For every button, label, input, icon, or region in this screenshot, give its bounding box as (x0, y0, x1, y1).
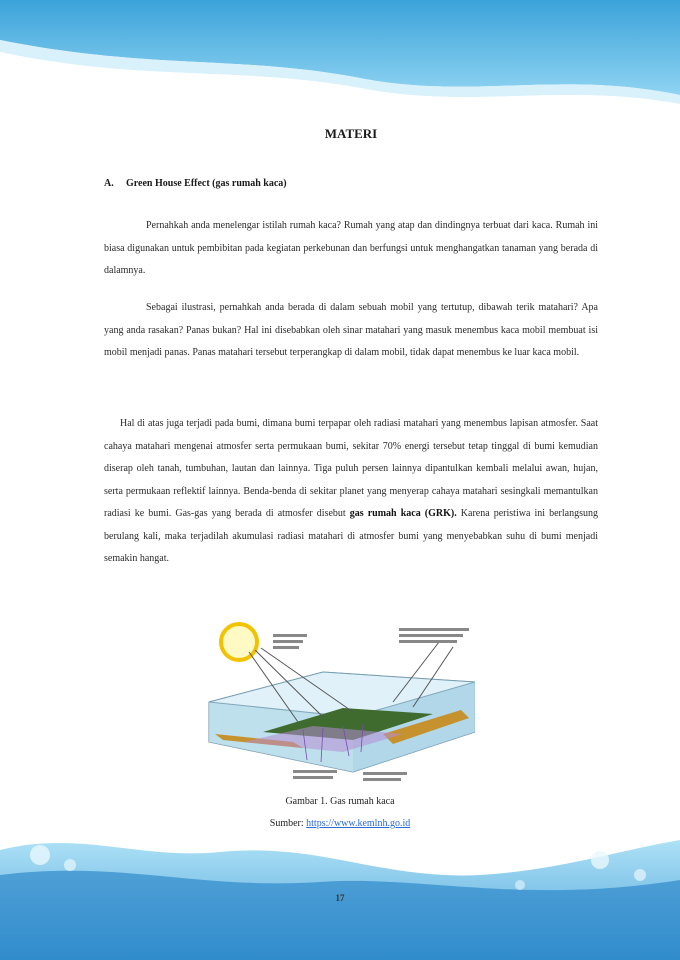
paragraph-earth-radiation (104, 413, 598, 571)
figure-source (0, 818, 680, 829)
source-label: Sumber: (269, 818, 307, 829)
top-wave-banner (0, 0, 680, 120)
paragraph-greenhouse-intro: Pernahkah anda menelengar istilah rumah kaca? Rumah yang atap dan dindingnya terbuat dari kaca. Rumah ini biasa digunakan untuk pembibitan pada kegiatan perkebunan dan berfungsi untuk menghangatkan tanaman yang berada di dalamnya. (104, 220, 598, 276)
page-number: 17 (335, 893, 345, 903)
section-heading (104, 178, 287, 189)
bold-term-grk: gas rumah kaca (GRK). (349, 508, 457, 519)
bottom-water-banner (0, 820, 680, 960)
greenhouse-illustration (203, 622, 475, 792)
section-number: A. (104, 178, 114, 189)
figure-caption: Gambar 1. Gas rumah kaca (285, 796, 395, 807)
section-title: Green House Effect (gas rumah kaca) (126, 178, 287, 189)
paragraph-car-illustration: Sebagai ilustrasi, pernahkah anda berada di dalam sebuah mobil yang tertutup, dibawah terik matahari? Apa yang anda rasakan? Panas bukan? Hal ini disebabkan oleh sinar matahari yang masuk menembus kaca mobil membuat isi mobil menjadi panas. Panas matahari tersebut terperangkap di dalam mobil, tidak dapat menembus ke luar kaca mobil. (104, 302, 598, 358)
paragraph-text-part: Hal di atas juga terjadi pada bumi, dimana bumi terpapar oleh radiasi matahari yang menembus lapisan atmosfer. Saat cahaya matahari mengenai atmosfer serta permukaan bumi, sekitar 70% energi tersebut tetap tinggal di bumi kemudian diserap oleh tanah, tumbuhan, lautan dan lainnya. Tiga puluh persen lainnya dipantulkan kembali melalui awan, hujan, serta permukaan reflektif lainnya. Benda-benda di sekitar planet yang menyerap cahaya matahari sesingkali memantulkan radiasi ke bumi. Gas-gas yang berada di atmosfer disebut (104, 418, 598, 519)
page-title: MATERI (324, 126, 378, 141)
paragraph-text-part: Karena peristiwa ini berlangsung berulang kali, maka terjadilah akumulasi radiasi matahari di atmosfer bumi yang menyebabkan suhu di bumi menjadi semakin hangat. (104, 508, 598, 564)
source-link[interactable]: https://www.kemlnh.go.id (306, 818, 411, 829)
